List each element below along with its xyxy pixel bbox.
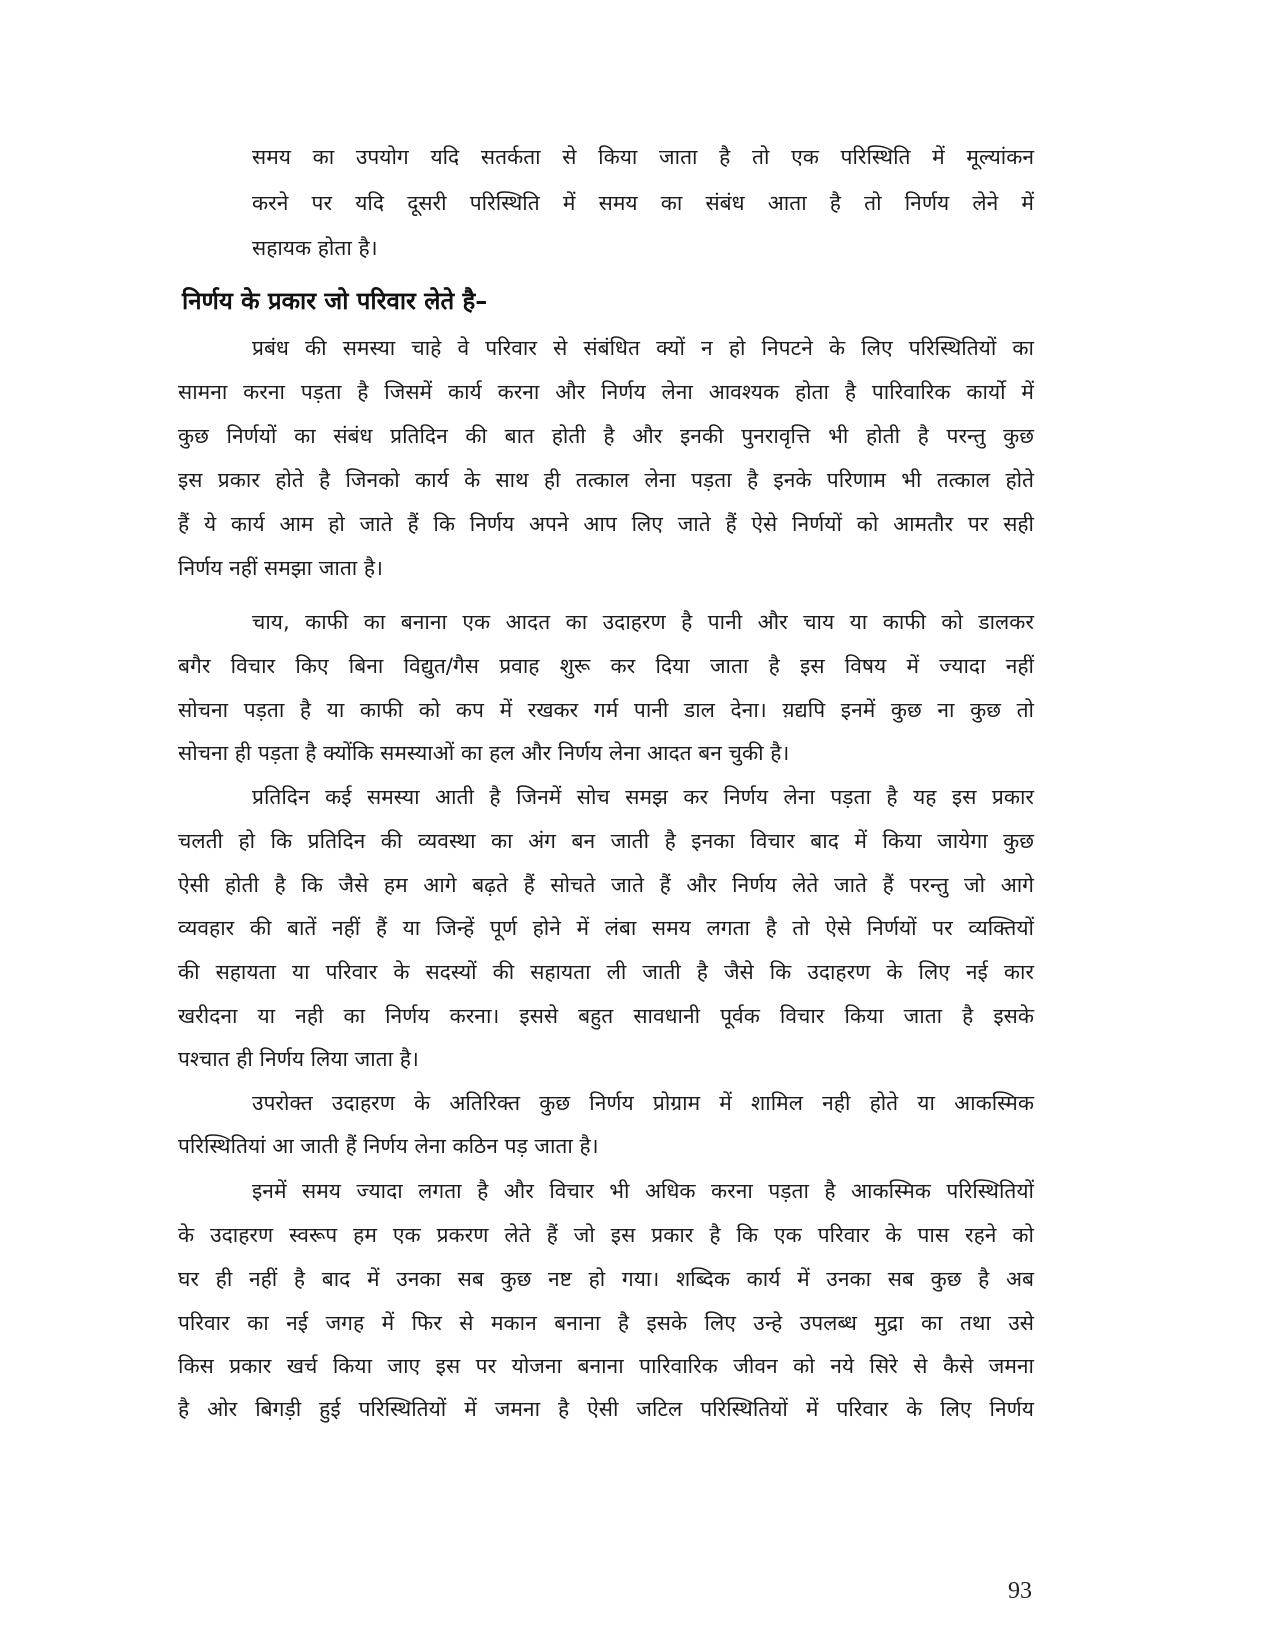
body-line: है ओर बिगड़ी हुई परिस्थितियों में जमना है ऐसी जटिल परिस्थितियों में परिवार के लिए निर्णय (178, 1397, 1034, 1421)
body-line: सोचना पड़ता है या काफी को कप में रखकर गर्म पानी डाल देना। य़द्यपि इनमें कुछ ना कुछ तो (178, 698, 1034, 722)
body-line: हैं ये कार्य आम हो जाते हैं कि निर्णय अपने आप लिए जाते हैं ऐसे निर्णयों को आमतौर पर सही (178, 512, 1034, 536)
body-line: ऐसी होती है कि जैसे हम आगे बढ़ते हैं सोचते जाते हैं और निर्णय लेते जाते हैं परन्तु जो आगे (178, 873, 1034, 897)
body-line: प्रबंध की समस्या चाहे वे परिवार से संबंधित क्यों न हो निपटने के लिए परिस्थितियों का (252, 336, 1034, 360)
section-heading: निर्णय के प्रकार जो परिवार लेते है– (182, 287, 488, 315)
body-line: प्रतिदिन कई समस्या आती है जिनमें सोच समझ कर निर्णय लेना पड़ता है यह इस प्रकार (252, 785, 1034, 809)
body-line: निर्णय नहीं समझा जाता है। (178, 556, 384, 580)
body-line: चाय, काफी का बनाना एक आदत का उदाहरण है पानी और चाय या काफी को डालकर (252, 610, 1034, 634)
body-line: खरीदना या नही का निर्णय करना। इससे बहुत सावधानी पूर्वक विचार किया जाता है इसके (178, 1004, 1034, 1028)
body-line: सामना करना पड़ता है जिसमें कार्य करना और निर्णय लेना आवश्यक होता है पारिवारिक कार्यो में (178, 380, 1034, 404)
body-line: सोचना ही पड़ता है क्योंकि समस्याओं का हल और निर्णय लेना आदत बन चुकी है। (178, 741, 790, 765)
body-line: की सहायता या परिवार के सदस्यों की सहायता ली जाती है जैसे कि उदाहरण के लिए नई कार (178, 960, 1034, 984)
body-line: उपरोक्त उदाहरण के अतिरिक्त कुछ निर्णय प्रोग्राम में शामिल नही होते या आकस्मिक (252, 1091, 1034, 1115)
body-line: व्यवहार की बातें नहीं हैं या जिन्हें पूर्ण होने में लंबा समय लगता है तो ऐसे निर्णयों पर व्यक्तियों (178, 916, 1034, 940)
body-line: कुछ निर्णयों का संबंध प्रतिदिन की बात होती है और इनकी पुनरावृत्ति भी होती है परन्तु कुछ (178, 424, 1034, 448)
intro-line: सहायक होता है। (252, 236, 378, 260)
body-line: इस प्रकार होते है जिनको कार्य के साथ ही तत्काल लेना पड़ता है इनके परिणाम भी तत्काल होते (178, 468, 1034, 492)
body-line: परिस्थितियां आ जाती हैं निर्णय लेना कठिन पड़ जाता है। (178, 1134, 599, 1158)
body-line: इनमें समय ज्यादा लगता है और विचार भी अधिक करना पड़ता है आकस्मिक परिस्थितियों (252, 1179, 1034, 1203)
intro-line: करने पर यदि दूसरी परिस्थिति में समय का संबंध आता है तो निर्णय लेने में (252, 191, 1034, 215)
body-line: किस प्रकार खर्च किया जाए इस पर योजना बनाना पारिवारिक जीवन को नये सिरे से कैसे जमना (178, 1354, 1034, 1378)
page-number: 93 (1008, 1578, 1032, 1604)
body-line: बगैर विचार किए बिना विद्युत/गैस प्रवाह शुरू कर दिया जाता है इस विषय में ज्यादा नहीं (178, 654, 1034, 678)
body-line: पश्चात ही निर्णय लिया जाता है। (178, 1047, 419, 1071)
body-line: घर ही नहीं है बाद में उनका सब कुछ नष्ट हो गया। शब्दिक कार्य में उनका सब कुछ है अब (178, 1267, 1034, 1291)
body-line: के उदाहरण स्वरूप हम एक प्रकरण लेते हैं जो इस प्रकार है कि एक परिवार के पास रहने को (178, 1223, 1034, 1247)
intro-line: समय का उपयोग यदि सतर्कता से किया जाता है तो एक परिस्थिति में मूल्यांकन (252, 145, 1034, 169)
body-line: चलती हो कि प्रतिदिन की व्यवस्था का अंग बन जाती है इनका विचार बाद में किया जायेगा कुछ (178, 829, 1034, 853)
body-line: परिवार का नई जगह में फिर से मकान बनाना है इसके लिए उन्हे उपलब्ध मुद्रा का तथा उसे (178, 1311, 1034, 1335)
